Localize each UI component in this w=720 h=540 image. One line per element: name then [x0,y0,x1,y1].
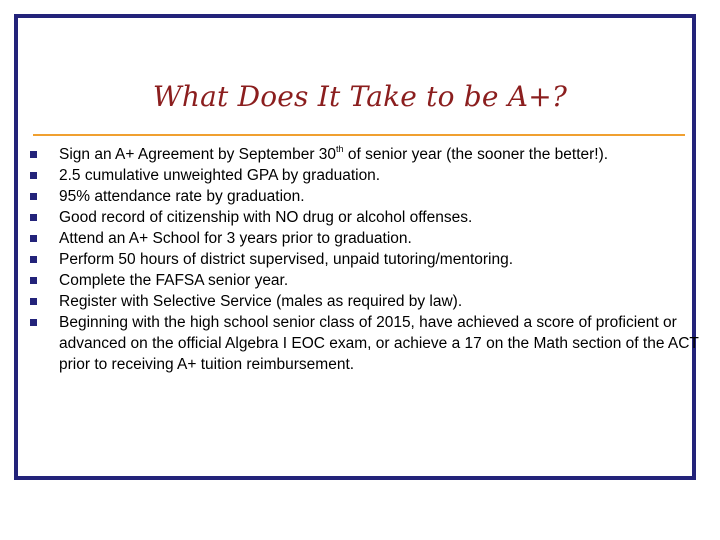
title-divider [33,134,685,136]
square-bullet-icon [30,256,37,263]
square-bullet-icon [30,151,37,158]
bullet-text: Beginning with the high school senior class of 2015, have achieved a score of proficient or advanced on the official Algebra I EOC exam, or achieve a 17 on the Math section of the ACT prior to receiving A+ tuition reimbursement. [59,314,699,373]
square-bullet-icon [30,319,37,326]
square-bullet-icon [30,298,37,305]
bullet-text-pre: Sign an A+ Agreement by September 30 [59,146,337,163]
square-bullet-icon [30,235,37,242]
square-bullet-icon [30,193,37,200]
bullet-text-post: of senior year (the sooner the better!). [343,146,609,163]
list-item [29,228,709,249]
bullet-text: Complete the FAFSA senior year. [59,272,289,289]
list-item [29,144,709,165]
bullet-text: Attend an A+ School for 3 years prior to graduation. [59,230,412,247]
list-item [29,312,709,375]
bullet-text: Register with Selective Service (males as required by law). [59,293,463,310]
bullet-list [29,144,719,375]
bullet-text: Perform 50 hours of district supervised, unpaid tutoring/mentoring. [59,251,514,268]
list-item [29,249,709,270]
square-bullet-icon [30,172,37,179]
bullet-text: 2.5 cumulative unweighted GPA by graduation. [59,167,381,184]
slide-title: What Does It Take to be A+? [152,80,568,113]
list-item [29,186,709,207]
list-item [29,291,709,312]
bullet-text: Good record of citizenship with NO drug or alcohol offenses. [59,209,473,226]
square-bullet-icon [30,214,37,221]
list-item [29,165,709,186]
list-item [29,270,709,291]
bullet-text: 95% attendance rate by graduation. [59,188,305,205]
list-item [29,207,709,228]
square-bullet-icon [30,277,37,284]
ordinal-suffix: th [336,143,344,154]
